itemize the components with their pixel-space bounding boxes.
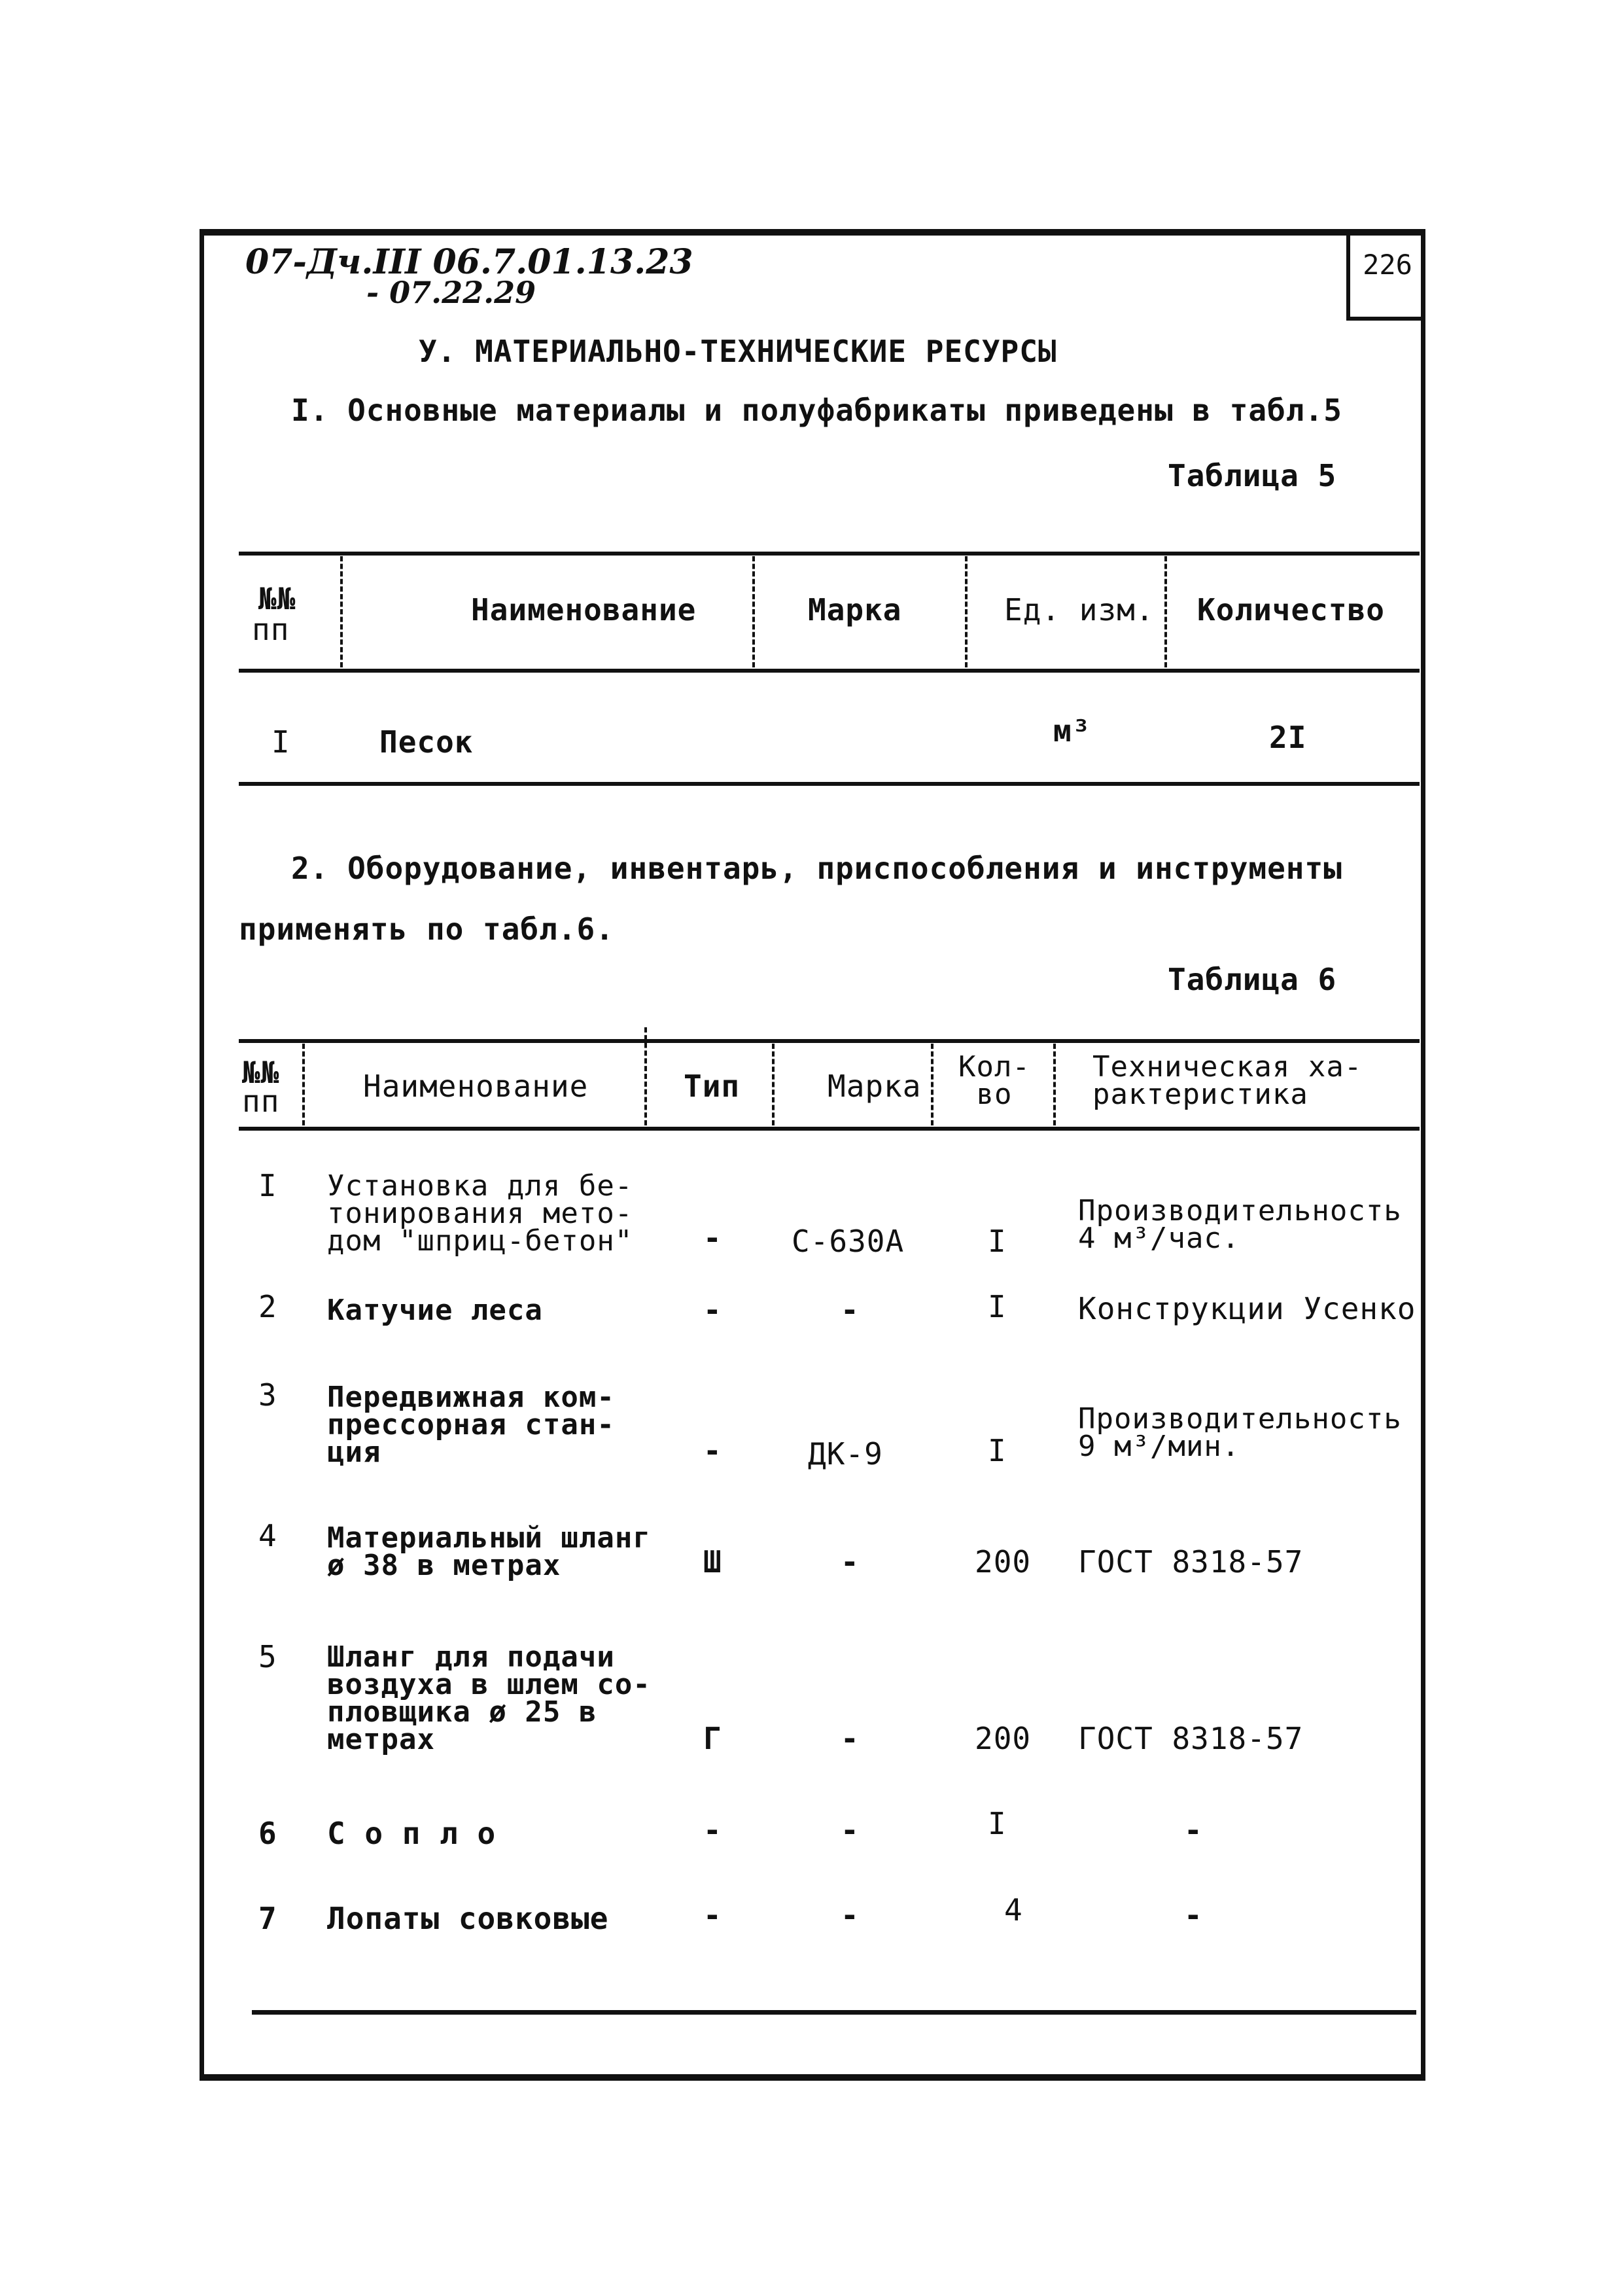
table5-header-no-sub: пп [252,612,290,647]
table6-row-type: - [703,1898,722,1933]
table6-row-type: Ш [703,1544,722,1580]
table6-row-name: Материальный шланг ø 38 в метрах [327,1521,651,1582]
table6-row-mark: С-630А [792,1224,905,1259]
table5-row-name: Песок [379,724,474,760]
table6-row-mark: - [841,1898,860,1933]
table5-row-unit: м³ [1053,713,1091,749]
table6-row-mark: ДК-9 [808,1436,883,1472]
table6-row-name: Шланг для подачи воздуха в шлем со- пловщика ø 25 в метрах [327,1640,651,1756]
table6-header-qty: Кол- во [958,1050,1030,1111]
table6-row-no: 7 [258,1901,277,1936]
table6-row-qty: I [988,1289,1007,1324]
page-number: 226 [1363,249,1412,281]
table6-row-mark: - [841,1292,860,1328]
table6-row-mark: - [841,1721,860,1756]
stamp-code-line2: - 07.22.29 [366,275,536,310]
table6-row-no: 3 [258,1377,277,1413]
table6-row-tech: Производительность 9 м³/мин. [1078,1402,1402,1463]
table6-row-mark: - [841,1544,860,1580]
table6-row-name: Передвижная ком- прессорная стан- ция [327,1381,615,1469]
table6-row-name: С о п л о [327,1816,497,1851]
table6-row-type: - [703,1812,722,1848]
table5-col-sep [340,556,343,667]
table6-row-type: - [703,1220,722,1256]
table6-row-qty: 200 [975,1721,1032,1756]
table6-col-sep [302,1044,305,1125]
table5-caption: Таблица 5 [1168,458,1337,493]
table5-row-qty: 2I [1269,720,1307,755]
table6-row-name: Катучие леса [327,1294,543,1327]
table6-row-type: - [703,1433,722,1468]
table5-col-sep [752,556,755,667]
paragraph-1: I. Основные материалы и полуфабрикаты приведены в табл.5 [291,393,1342,428]
table6-top-rule [239,1039,1420,1043]
table6-header-type: Тип [684,1069,741,1104]
table5-header-mark: Марка [808,592,902,627]
table6-row-no: 5 [258,1639,277,1674]
table6-row-tech: ГОСТ 8318-57 [1078,1721,1304,1756]
table6-header-no: №№ [242,1055,280,1090]
page-frame [200,229,1425,2081]
table6-row-tech: Конструкции Усенко [1078,1291,1416,1326]
table6-row-name: Установка для бе- тонирования мето- дом "шприц-бетон" [327,1169,633,1258]
table5-bottom-rule [239,782,1420,786]
table6-row-tech: Производительность 4 м³/час. [1078,1194,1402,1255]
table6-row-qty: I [988,1806,1007,1841]
table6-bottom-rule [252,2010,1416,2015]
table6-row-qty: I [988,1224,1007,1259]
table6-row-qty: 200 [975,1544,1032,1580]
table5-header-qty: Количество [1197,592,1385,627]
table6-row-qty: 4 [1004,1892,1023,1928]
table6-header-tech: Техническая ха- рактеристика [1092,1050,1363,1111]
table6-row-no: I [258,1168,277,1203]
table6-row-qty: I [988,1433,1007,1468]
table5-col-sep [1164,556,1167,667]
table5-header-rule [239,669,1420,673]
table6-header-mark: Марка [828,1069,922,1104]
table6-header-no-sub: пп [242,1084,280,1119]
paragraph-2-line2: применять по табл.6. [239,911,614,947]
table5-header-unit: Ед. изм. [1004,592,1155,627]
table6-header-name: Наименование [363,1069,589,1104]
table6-row-tech: ГОСТ 8318-57 [1078,1544,1304,1580]
table6-row-type: Г [703,1721,722,1756]
table5-col-sep [965,556,968,667]
table6-col-sep [931,1044,934,1125]
paragraph-2-line1: 2. Оборудование, инвентарь, приспособления и инструменты [291,851,1342,886]
table5-header-name: Наименование [471,592,697,627]
table6-row-mark: - [841,1812,860,1848]
table6-col-sep [772,1044,775,1125]
table6-row-no: 6 [258,1816,277,1851]
table5-header-no: №№ [258,581,296,616]
table5-row-no: I [271,724,290,760]
table6-row-type: - [703,1292,722,1328]
section-title: У. МАТЕРИАЛЬНО-ТЕХНИЧЕСКИЕ РЕСУРСЫ [419,334,1057,369]
table6-row-tech: - [1184,1898,1203,1933]
table6-caption: Таблица 6 [1168,962,1337,997]
table6-row-no: 2 [258,1289,277,1324]
table5-top-rule [239,552,1420,556]
table6-row-name: Лопаты совковые [327,1901,609,1936]
table6-col-sep [644,1027,647,1125]
page-number-box [1346,236,1425,321]
table6-row-no: 4 [258,1518,277,1553]
stamp-code-line1: 07-Дч.III 06.7.01.13.23 [245,242,693,282]
table6-header-rule [239,1127,1420,1131]
table6-col-sep [1053,1044,1056,1125]
table6-row-tech: - [1184,1812,1203,1848]
